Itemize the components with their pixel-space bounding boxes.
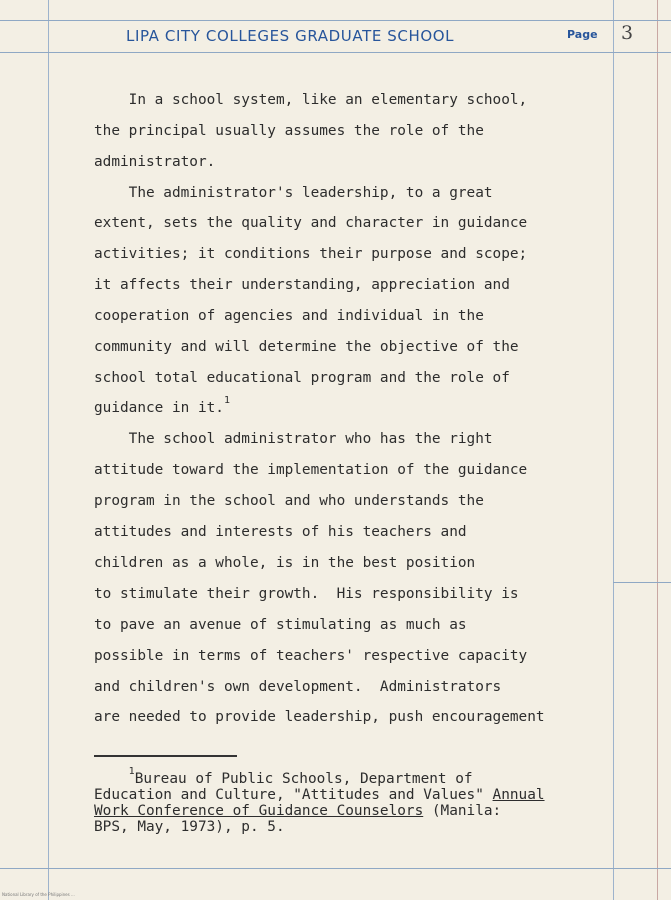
body-line: it affects their understanding, appreciation and bbox=[94, 277, 510, 293]
body-line: administrator. bbox=[94, 154, 216, 170]
left-margin-rule bbox=[48, 0, 49, 900]
scan-caption: National Library of the Philippines ... bbox=[2, 892, 75, 897]
body-line: are needed to provide leadership, push encouragement bbox=[94, 709, 545, 725]
header-title: LIPA CITY COLLEGES GRADUATE SCHOOL bbox=[126, 27, 455, 45]
side-tab-rule bbox=[613, 582, 671, 583]
body-line: the principal usually assumes the role of the bbox=[94, 123, 484, 139]
body-line: extent, sets the quality and character in guidance bbox=[94, 215, 528, 231]
footnote-rule bbox=[94, 755, 237, 757]
footnote-line: Education and Culture, "Attitudes and Values" Annual bbox=[94, 787, 545, 803]
body-line: and children's own development. Administrators bbox=[94, 679, 502, 695]
footnote-marker: 1 bbox=[128, 766, 135, 777]
top-rule bbox=[0, 20, 671, 21]
body-line: possible in terms of teachers' respective capacity bbox=[94, 648, 528, 664]
body-line: children as a whole, is in the best position bbox=[94, 555, 476, 571]
body-line: guidance in it.$^1$ bbox=[94, 395, 230, 416]
right-margin-rule bbox=[613, 0, 614, 900]
body-line: to pave an avenue of stimulating as much as bbox=[94, 617, 467, 633]
footnote-line: $^1$Bureau of Public Schools, Department of bbox=[128, 766, 473, 787]
body-line: program in the school and who understands the bbox=[94, 493, 484, 509]
body-line: community and will determine the objective of the bbox=[94, 339, 519, 355]
footnote-reference: 1 bbox=[223, 395, 230, 406]
body-line: The school administrator who has the right bbox=[94, 431, 493, 447]
bottom-rule bbox=[0, 868, 671, 869]
body-line: In a school system, like an elementary school, bbox=[94, 92, 528, 108]
header-rule bbox=[0, 52, 671, 53]
body-line: attitudes and interests of his teachers and bbox=[94, 524, 467, 540]
page-number: 3 bbox=[621, 22, 634, 44]
body-line: The administrator's leadership, to a great bbox=[94, 185, 493, 201]
right-edge-rule bbox=[657, 0, 658, 900]
footnote-line: Work Conference of Guidance Counselors (Manila: bbox=[94, 803, 502, 819]
body-line: school total educational program and the role of bbox=[94, 370, 510, 386]
body-line: to stimulate their growth. His responsibility is bbox=[94, 586, 519, 602]
body-line: activities; it conditions their purpose and scope; bbox=[94, 246, 528, 262]
body-line: attitude toward the implementation of the guidance bbox=[94, 462, 528, 478]
body-line: cooperation of agencies and individual in the bbox=[94, 308, 484, 324]
footnote-line: BPS, May, 1973), p. 5. bbox=[94, 819, 285, 835]
page-label: Page bbox=[567, 28, 598, 41]
